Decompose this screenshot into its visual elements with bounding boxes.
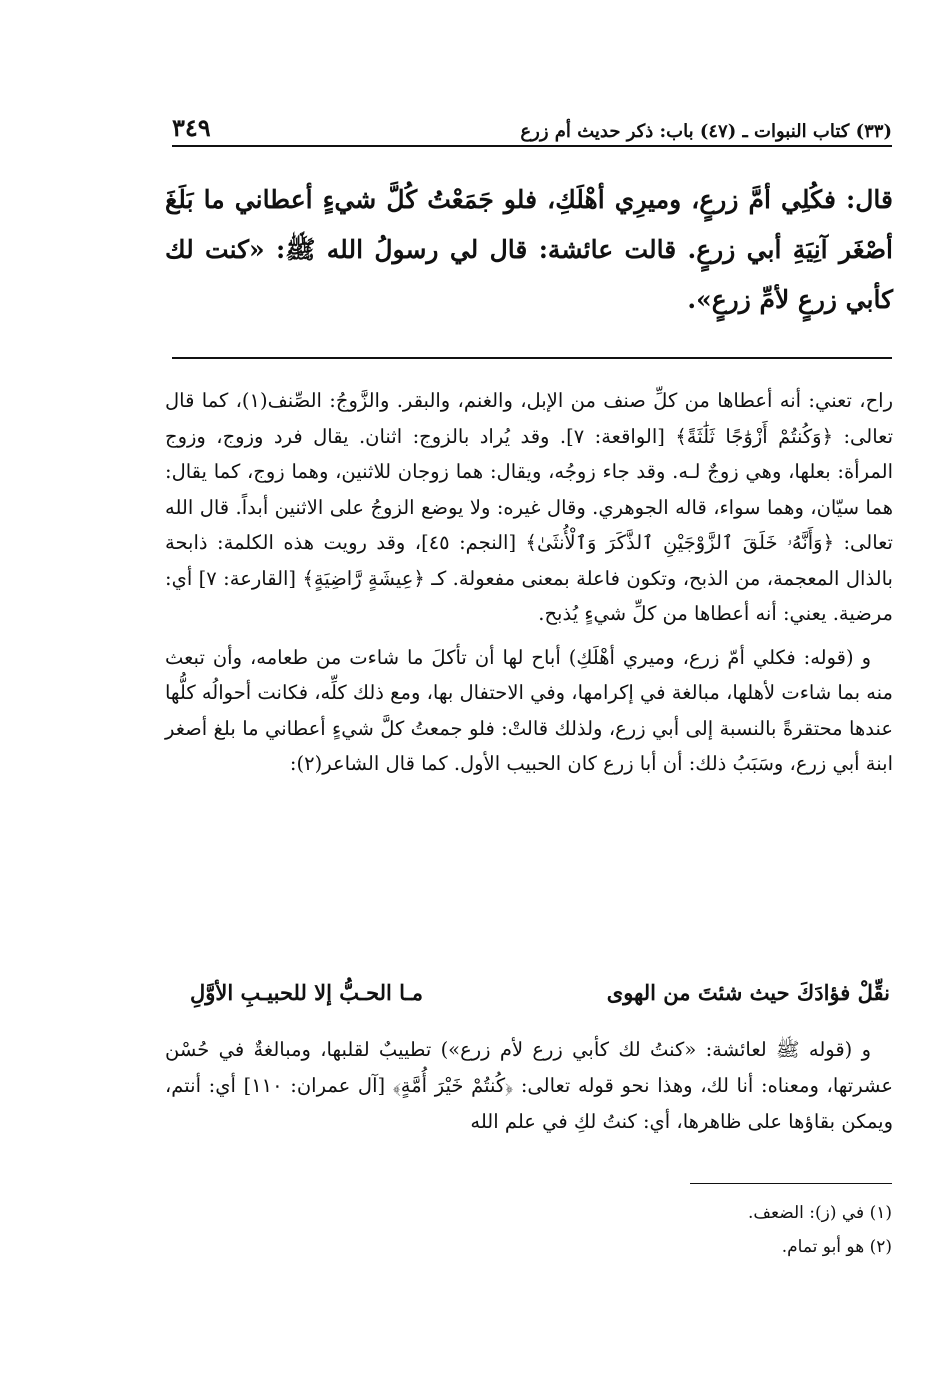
header-rule xyxy=(172,145,892,147)
footnote-1: (١) في (ز): الضعف. xyxy=(748,1203,892,1223)
footnote-rule xyxy=(690,1183,892,1184)
header-title: (٣٣) كتاب النبوات ـ (٤٧) باب: ذكر حديث أم زرع xyxy=(520,121,892,142)
commentary-block xyxy=(165,383,893,790)
running-header xyxy=(172,108,892,142)
page-number: ٣٤٩ xyxy=(172,113,211,142)
verse-first-hemistich: نقِّلْ فؤادَكَ حيث شئتَ من الهوى xyxy=(606,979,890,1005)
commentary-after-verse-block xyxy=(165,1032,893,1140)
commentary-paragraph: و (قوله: فكلي أمّ زرع، وميري أهْلَكِ) أباح لها أن تأكلَ ما شاءت من طعامه، وأن تبعث منه بما شاءت لأهلها، مبالغة في إكرامها، وفي الاحتفال بها، ومع ذلك كلِّه، فكانت أحوالُه كلُّها عندها محتقرةً بالنسبة إلى أبي زرع، ولذلك قالتْ: فلو جمعتُ كلَّ شيءٍ أعطاني ما بلغ أصغر ابنة أبي زرع، وسَبَبُ ذلك: أن أبا زرع كان الحبيب الأول. كما قال الشاعر(٢): xyxy=(164,645,893,775)
hadith-text: قال: فكُلِي أمَّ زرعٍ، وميرِي أهْلَكِ، فلو جَمَعْتُ كُلَّ شيءٍ أعطاني ما بَلَغَ أصْغَر آنِيَةِ أبي زرعٍ. قالت عائشة: قال لي رسولُ الله ﷺ: «كنت لك كأبي زرعٍ لأمِّ زرعٍ». xyxy=(165,185,893,314)
commentary-paragraph: و (قوله ﷺ لعائشة: «كنتُ لك كأبي زرع لأم زرع») تطييبٌ لقلبها، ومبالغةٌ في حُسْن عشرتها، ومعناه: أنا لك، وهذا نحو قوله تعالى: ﴿كُنتُمْ خَيْرَ أُمَّةٍ﴾ [آل عمران: ١١٠] أي: أنتم، ويمكن بقاؤها على ظاهرها، أي: كنتُ لكِ في علم الله xyxy=(165,1038,893,1133)
footnote-2: (٢) هو أبو تمام. xyxy=(781,1237,892,1257)
section-rule xyxy=(172,357,892,359)
footnotes xyxy=(500,1196,892,1264)
verse-second-hemistich: مـا الحـبُّ إلا للحبيـبِ الأوَّلِ xyxy=(190,979,423,1005)
commentary-paragraph: راح، تعني: أنه أعطاها من كلِّ صنف من الإبل، والغنم، والبقر. والزَّوجُ: الصِّنف(١)، كما قال تعالى: ﴿وَكُنتُمْ أَزْوَٰجًا ثَلَٰثَةً﴾ [الواقعة: ٧]. وقد يُراد بالزوج: اثنان. يقال فرد وزوج، وزوج المرأة: بعلها، وهي زوجٌ لـه. وقد جاء زوجُه، ويقال: هما زوجان للاثنين، وهما زوج، كما يقال: هما سيّان، وهما سواء، قاله الجوهري. وقال غيره: ولا يوضع الزوجُ على الاثنين أبداً. قال الله تعالى: ﴿وَأَنَّهُۥ خَلَقَ ٱلزَّوْجَيْنِ ٱلذَّكَرَ وَٱلْأُنثَىٰ﴾ [النجم: ٤٥]، وقد رويت هذه الكلمة: ذابحة بالذال المعجمة، من الذبح، وتكون فاعلة بمعنى مفعولة. كـ ﴿عِيشَةٍ رَّاضِيَةٍ﴾ [القارعة: ٧] أي: مرضية. يعني: أنه أعطاها من كلِّ شيءٍ يُذبح. xyxy=(165,389,893,625)
poetry-verse xyxy=(190,970,890,1014)
